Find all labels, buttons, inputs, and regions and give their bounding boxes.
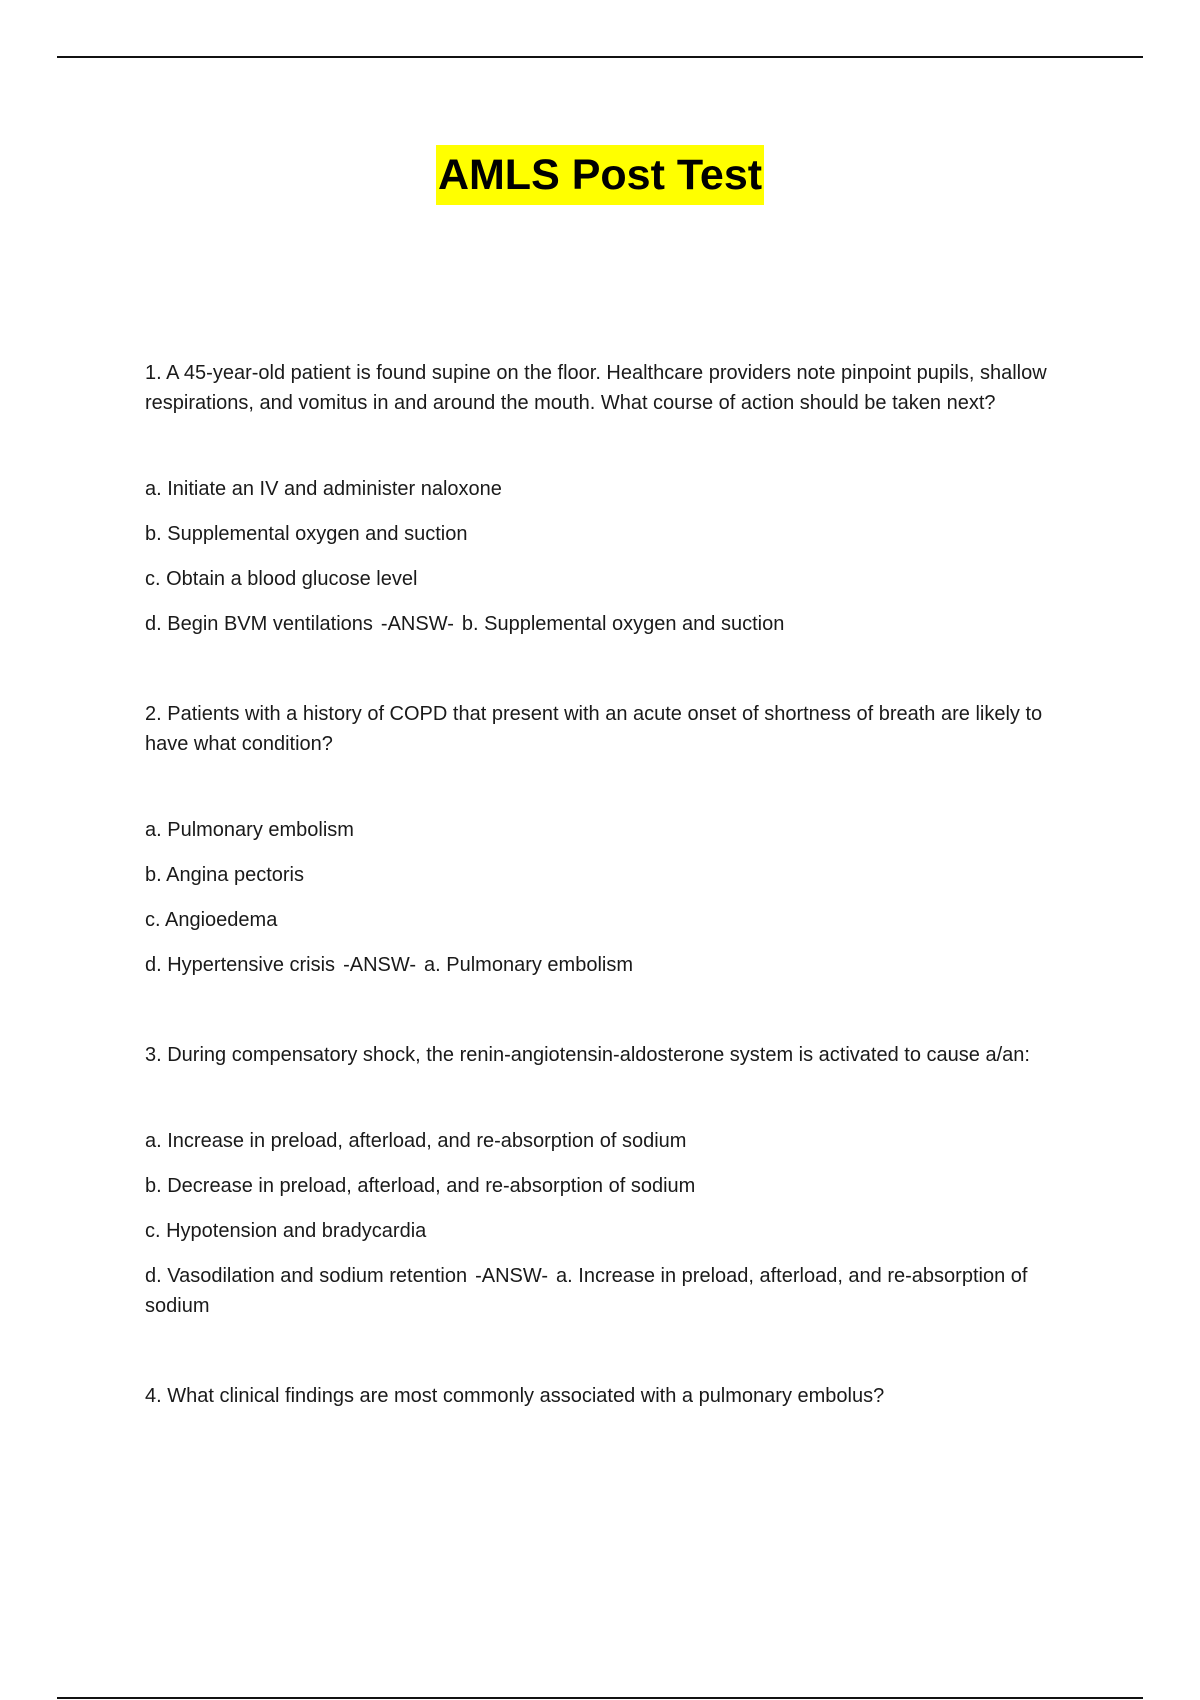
option-c: c. Hypotension and bradycardia: [145, 1220, 427, 1242]
question-text: 4. What clinical findings are most commonly associated with a pulmonary embolus?: [145, 1385, 885, 1407]
top-rule: [57, 56, 1143, 58]
answer-tag: -ANSW-: [380, 613, 454, 635]
title-container: [0, 145, 1200, 205]
option-a: a. Pulmonary embolism: [145, 819, 354, 841]
answer-tag: -ANSW-: [343, 954, 417, 976]
option-a: a. Initiate an IV and administer naloxone: [145, 478, 502, 500]
option-d-with-answer: [145, 950, 1080, 980]
question-text: 1. A 45-year-old patient is found supine on the floor. Healthcare providers note pinpoint pupils, shallow respirations, and vomitus in and around the mouth. What course of action should be taken next?: [145, 362, 1047, 414]
option-a: a. Increase in preload, afterload, and re-absorption of sodium: [145, 1130, 687, 1152]
option-b: b. Decrease in preload, afterload, and re-absorption of sodium: [145, 1175, 696, 1197]
bottom-rule: [57, 1697, 1143, 1699]
answer-text: a. Pulmonary embolism: [424, 954, 633, 976]
question-block-1: [145, 358, 1080, 639]
option-c: c. Angioedema: [145, 909, 278, 931]
option-c: c. Obtain a blood glucose level: [145, 568, 418, 590]
question-block-4: [145, 1381, 1080, 1411]
question-block-3: [145, 1040, 1080, 1321]
question-block-2: [145, 699, 1080, 980]
option-d: d. Vasodilation and sodium retention: [145, 1265, 468, 1287]
option-d-with-answer: [145, 609, 1080, 639]
document-title: AMLS Post Test: [436, 145, 764, 205]
option-b: b. Angina pectoris: [145, 864, 304, 886]
question-text: 2. Patients with a history of COPD that present with an acute onset of shortness of breath are likely to have what condition?: [145, 703, 1043, 755]
answer-text: b. Supplemental oxygen and suction: [461, 613, 785, 635]
option-d-with-answer: [145, 1261, 1080, 1321]
option-b: b. Supplemental oxygen and suction: [145, 523, 468, 545]
option-d: d. Begin BVM ventilations: [145, 613, 373, 635]
question-list: [145, 358, 1080, 1471]
option-d: d. Hypertensive crisis: [145, 954, 336, 976]
question-text: 3. During compensatory shock, the renin-angiotensin-aldosterone system is activated to cause a/an:: [145, 1044, 1030, 1066]
answer-text: a. Increase in preload, afterload, and re-absorption of sodium: [145, 1265, 1028, 1317]
answer-tag: -ANSW-: [475, 1265, 549, 1287]
